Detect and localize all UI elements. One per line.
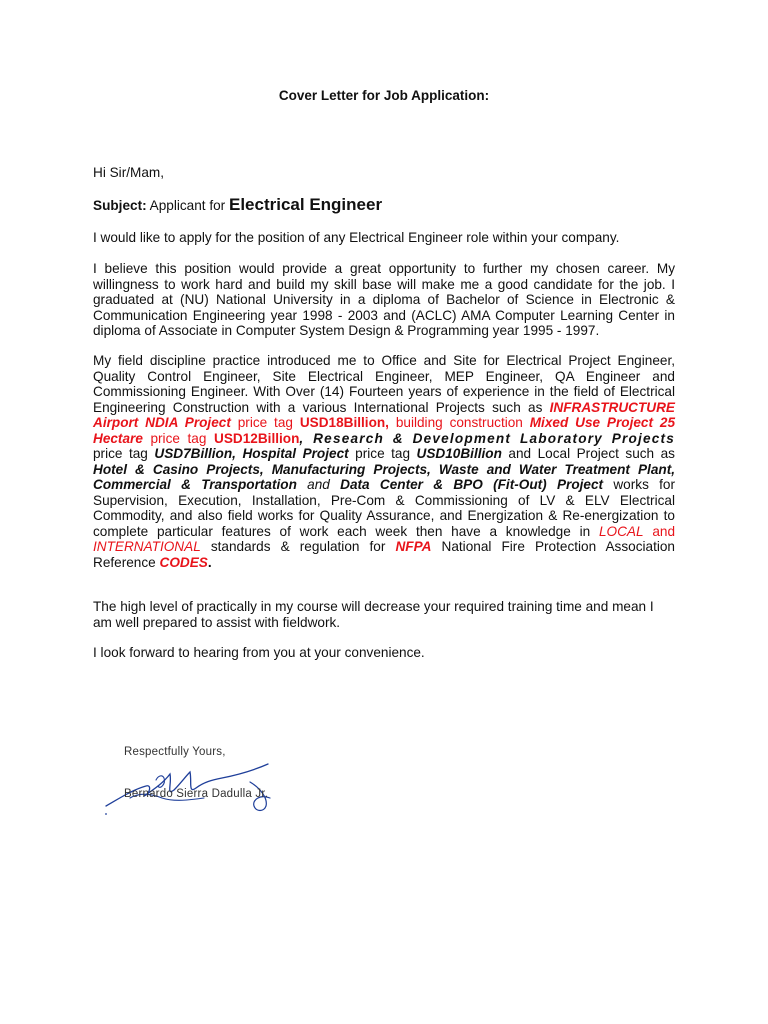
subject-line <box>93 195 675 216</box>
paragraph-education: I believe this position would provide a great opportunity to further my chosen career. My willingness to work hard and build my skill base will make me a good candidate for the job. I graduated at (NU) National University in a diploma of Bachelor of Science in Electronic & Communication Engineering year 1998 - 2003 and (ACLC) AMA Computer Learning Center in diploma of Associate in Computer System Design & Programming year 1995 - 1997. <box>93 261 675 338</box>
signature-block <box>100 740 320 820</box>
experience-text: . <box>207 554 212 570</box>
highlight-mixed-use: Mixed Use Project 25 Hectare <box>93 415 676 446</box>
closing-regards: Respectfully Yours, <box>124 746 226 758</box>
highlight-amount: USD12Billion <box>214 430 300 446</box>
signature-mark <box>100 754 300 820</box>
experience-text: and <box>296 477 341 492</box>
experience-text: standards & regulation for <box>200 539 396 554</box>
highlight-infrastructure: INFRASTRUCTURE Airport NDIA Project <box>93 399 675 430</box>
letter-title: Cover Letter for Job Application: <box>278 88 490 103</box>
highlight-local-projects: Hotel & Casino Projects, Manufacturing Projects, Waste and Water Treatment Plant, Commercial & Transportation <box>93 461 675 492</box>
highlight-codes: CODES <box>159 554 208 570</box>
paragraph-closing: I look forward to hearing from you at your convenience. <box>93 645 425 660</box>
subject-role: Electrical Engineer <box>229 195 383 214</box>
subject-label: Subject: <box>93 198 147 213</box>
paragraph-intro: I would like to apply for the position of any Electrical Engineer role within your company. <box>93 230 620 245</box>
signatory-name: Bernardo Sierra Dadulla Jr. <box>124 788 269 800</box>
paragraph-experience <box>93 353 675 570</box>
experience-text: and <box>643 523 675 539</box>
experience-text: and Local Project such as <box>501 446 675 461</box>
highlight-amount: USD10Billion <box>416 446 502 461</box>
experience-text: My field discipline practice introduced me to Office and Site for Electrical Project Engineer, Quality Control Engineer, Site Electrical Engineer, MEP Engineer, QA Engineer and Commissioning Engineer. With Over (14) Fourteen years of experience in the field of Electrical Engineering Construction with a various International Projects such as <box>93 353 675 415</box>
subject-text: Applicant for <box>146 198 229 213</box>
price-tag-label: price tag <box>142 430 215 446</box>
highlight-amount: USD18Billion, <box>299 415 389 430</box>
highlight-data-center: Data Center & BPO (Fit-Out) Project <box>340 477 604 492</box>
highlight-local: LOCAL <box>598 523 644 539</box>
paragraph-training: The high level of practically in my course will decrease your required training time and mean I am well prepared to assist with fieldwork. <box>93 599 654 630</box>
highlight-nfpa: NFPA <box>395 539 432 554</box>
highlight-international: INTERNATIONAL <box>93 539 201 554</box>
experience-text: National Fire Protection Association Reference <box>93 539 675 570</box>
price-tag-label: price tag <box>348 446 417 461</box>
price-tag-label: price tag <box>230 415 300 430</box>
highlight-hospital: USD7Billion, Hospital Project <box>154 446 349 461</box>
greeting: Hi Sir/Mam, <box>93 165 164 180</box>
price-tag-label: price tag <box>93 446 155 461</box>
highlight-research: , Research & Development Laboratory Projects <box>299 430 675 446</box>
experience-text: works for Supervision, Execution, Installation, Pre-Com & Commissioning of LV & ELV Electrical Commodity, and also field works for Quality Assurance, and Energization & Re-energization to complete particular features of work each week then have a knowledge in <box>93 477 676 539</box>
experience-text: building construction <box>388 415 530 430</box>
